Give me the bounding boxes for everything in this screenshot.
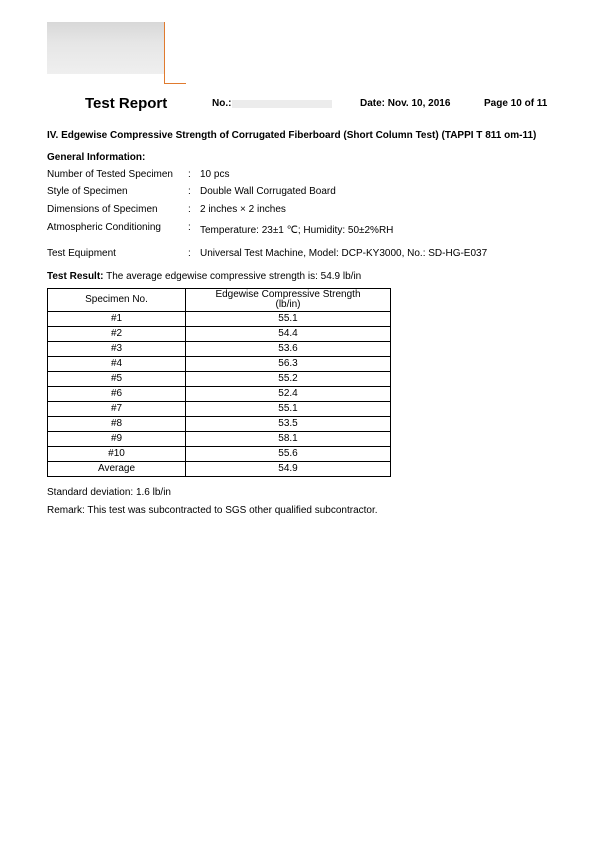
specimen-cell: #5 bbox=[48, 372, 186, 387]
table-row bbox=[48, 357, 391, 372]
info-colon: : bbox=[188, 169, 191, 180]
strength-cell: 53.5 bbox=[186, 417, 391, 432]
specimen-cell: #2 bbox=[48, 327, 186, 342]
info-label: Dimensions of Specimen bbox=[47, 204, 158, 215]
table-row bbox=[48, 312, 391, 327]
table-row bbox=[48, 342, 391, 357]
report-title: Test Report bbox=[85, 95, 168, 112]
test-result bbox=[47, 271, 361, 282]
company-logo bbox=[47, 22, 165, 74]
test-result-label: Test Result: bbox=[47, 271, 104, 282]
specimen-cell: #6 bbox=[48, 387, 186, 402]
strength-cell: 55.1 bbox=[186, 402, 391, 417]
col-header-strength bbox=[186, 289, 391, 312]
info-value: Temperature: 23±1 ℃; Humidity: 50±2%RH bbox=[200, 225, 394, 236]
section-title: IV. Edgewise Compressive Strength of Corrugated Fiberboard (Short Column Test) (TAPPI T 811 om-11) bbox=[47, 130, 537, 141]
general-info-heading: General Information: bbox=[47, 152, 146, 163]
info-value: Universal Test Machine, Model: DCP-KY3000, No.: SD-HG-E037 bbox=[200, 248, 488, 259]
table-row bbox=[48, 402, 391, 417]
results-table bbox=[47, 288, 391, 477]
strength-cell: 55.6 bbox=[186, 447, 391, 462]
info-value: 2 inches × 2 inches bbox=[200, 204, 286, 215]
info-colon: : bbox=[188, 204, 191, 215]
strength-cell: 54.9 bbox=[186, 462, 391, 477]
info-label: Test Equipment bbox=[47, 248, 116, 259]
strength-cell: 54.4 bbox=[186, 327, 391, 342]
info-label: Atmospheric Conditioning bbox=[47, 222, 161, 233]
strength-cell: 56.3 bbox=[186, 357, 391, 372]
info-colon: : bbox=[188, 248, 191, 259]
specimen-cell: #8 bbox=[48, 417, 186, 432]
col-header-strength-line2: (lb/in) bbox=[275, 299, 301, 310]
info-colon: : bbox=[188, 186, 191, 197]
info-value: 10 pcs bbox=[200, 169, 230, 180]
table-row-average bbox=[48, 462, 391, 477]
specimen-cell: #1 bbox=[48, 312, 186, 327]
report-date: Date: Nov. 10, 2016 bbox=[360, 98, 451, 109]
strength-cell: 55.2 bbox=[186, 372, 391, 387]
report-number-label: No.: bbox=[212, 98, 232, 109]
strength-cell: 55.1 bbox=[186, 312, 391, 327]
specimen-cell: #7 bbox=[48, 402, 186, 417]
specimen-cell: #9 bbox=[48, 432, 186, 447]
info-label: Style of Specimen bbox=[47, 186, 128, 197]
logo-divider-horizontal bbox=[164, 83, 186, 84]
specimen-cell: #3 bbox=[48, 342, 186, 357]
table-row bbox=[48, 432, 391, 447]
col-header-specimen: Specimen No. bbox=[48, 289, 186, 312]
table-row bbox=[48, 447, 391, 462]
specimen-cell: #10 bbox=[48, 447, 186, 462]
standard-deviation: Standard deviation: 1.6 lb/in bbox=[47, 487, 171, 498]
strength-cell: 52.4 bbox=[186, 387, 391, 402]
table-header-row bbox=[48, 289, 391, 312]
table-row bbox=[48, 417, 391, 432]
test-result-text: The average edgewise compressive strength is: 54.9 lb/in bbox=[103, 271, 362, 282]
table-row bbox=[48, 387, 391, 402]
specimen-cell: Average bbox=[48, 462, 186, 477]
report-number-redacted bbox=[232, 100, 332, 108]
info-label: Number of Tested Specimen bbox=[47, 169, 173, 180]
specimen-cell: #4 bbox=[48, 357, 186, 372]
remark: Remark: This test was subcontracted to SGS other qualified subcontractor. bbox=[47, 505, 378, 516]
col-header-strength-line1: Edgewise Compressive Strength bbox=[215, 289, 361, 300]
strength-cell: 53.6 bbox=[186, 342, 391, 357]
strength-cell: 58.1 bbox=[186, 432, 391, 447]
table-row bbox=[48, 372, 391, 387]
info-value: Double Wall Corrugated Board bbox=[200, 186, 336, 197]
table-row bbox=[48, 327, 391, 342]
page-number: Page 10 of 11 bbox=[484, 98, 548, 109]
logo-divider-vertical bbox=[164, 22, 165, 84]
info-colon: : bbox=[188, 222, 191, 233]
